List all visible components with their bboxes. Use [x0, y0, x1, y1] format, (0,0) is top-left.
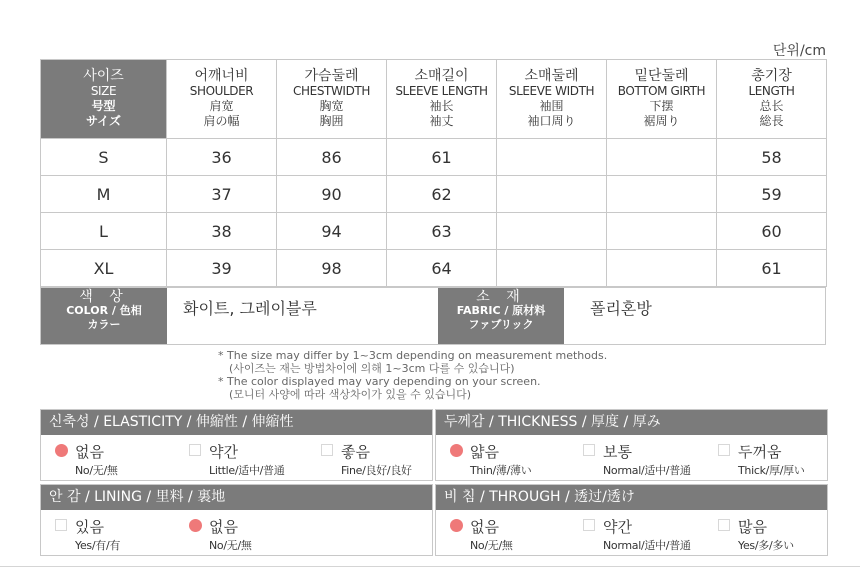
cell-sleeve-width — [497, 176, 607, 213]
checkbox-icon — [321, 444, 333, 456]
thickness-panel: 두께감 / THICKNESS / 厚度 / 厚み 얇음 Thin/薄/薄い 보통 Normal/适中/普通 두꺼움 Thick/厚/厚い — [435, 409, 828, 481]
cell-bottom-girth — [607, 176, 717, 213]
cell-sleeve-length: 61 — [387, 139, 497, 176]
header-length: 총기장 LENGTH 总长 総長 — [717, 60, 827, 139]
size-table — [40, 59, 827, 287]
cell-shoulder: 39 — [167, 250, 277, 287]
checkbox-icon — [718, 519, 730, 531]
cell-bottom-girth — [607, 139, 717, 176]
lining-panel: 안 감 / LINING / 里料 / 裏地 있음 Yes/有/有 없음 No/无/無 — [40, 484, 433, 556]
checkbox-icon — [583, 519, 595, 531]
cell-length: 60 — [717, 213, 827, 250]
color-label: 색 상 COLOR / 色相 カラー — [41, 288, 167, 344]
cell-length: 58 — [717, 139, 827, 176]
header-size: 사이즈 SIZE 号型 サイズ — [41, 60, 167, 139]
fabric-value: 폴리혼방 — [590, 299, 652, 318]
header-bottom-girth: 밑단둘레 BOTTOM GIRTH 下摆 裾周り — [607, 60, 717, 139]
header-sleeve-length: 소매길이 SLEEVE LENGTH 袖长 袖丈 — [387, 60, 497, 139]
checkbox-icon — [583, 444, 595, 456]
through-panel: 비 침 / THROUGH / 透过/透け 없음 No/无/無 약간 Normal/适中/普通 많음 Yes/多/多い — [435, 484, 828, 556]
note-color-ko: (모니터 사양에 따라 색상차이가 있을 수 있습니다) — [229, 388, 472, 401]
elasticity-panel: 신축성 / ELASTICITY / 伸縮性 / 伸縮性 없음 No/无/無 약간 Little/适中/普通 좋음 Fine/良好/良好 — [40, 409, 433, 481]
cell-sleeve-length: 62 — [387, 176, 497, 213]
cell-sleeve-length: 64 — [387, 250, 497, 287]
table-row — [41, 139, 827, 176]
cell-chest: 98 — [277, 250, 387, 287]
cell-length: 61 — [717, 250, 827, 287]
cell-size: S — [41, 139, 167, 176]
cell-bottom-girth — [607, 213, 717, 250]
cell-chest: 94 — [277, 213, 387, 250]
cell-size: XL — [41, 250, 167, 287]
cell-sleeve-width — [497, 213, 607, 250]
fabric-label: 소 재 FABRIC / 原材料 ファブリック — [438, 288, 564, 344]
checkbox-icon — [718, 444, 730, 456]
header-chest: 가슴둘레 CHESTWIDTH 胸宽 胸囲 — [277, 60, 387, 139]
through-title: 비 침 / THROUGH / 透过/透け — [436, 485, 827, 510]
checkbox-icon — [55, 519, 67, 531]
checkbox-icon — [189, 444, 201, 456]
cell-bottom-girth — [607, 250, 717, 287]
bottom-divider — [0, 566, 860, 567]
unit-label: 단위/cm — [772, 43, 826, 59]
table-row — [41, 176, 827, 213]
cell-sleeve-width — [497, 139, 607, 176]
note-color: * The color displayed may vary depending on your screen. — [218, 375, 541, 388]
thickness-title: 두께감 / THICKNESS / 厚度 / 厚み — [436, 410, 827, 435]
table-row — [41, 213, 827, 250]
selected-dot-icon — [189, 519, 202, 532]
cell-shoulder: 37 — [167, 176, 277, 213]
cell-shoulder: 38 — [167, 213, 277, 250]
lining-title: 안 감 / LINING / 里料 / 裏地 — [41, 485, 432, 510]
table-row — [41, 250, 827, 287]
cell-shoulder: 36 — [167, 139, 277, 176]
cell-length: 59 — [717, 176, 827, 213]
cell-size: L — [41, 213, 167, 250]
selected-dot-icon — [55, 444, 68, 457]
size-table-header — [41, 60, 827, 139]
size-notes — [218, 349, 607, 401]
note-measurement-ko: (사이즈는 재는 방법차이에 의해 1~3cm 다를 수 있습니다) — [229, 362, 515, 375]
note-measurement: * The size may differ by 1~3cm depending on measurement methods. — [218, 349, 608, 362]
cell-chest: 90 — [277, 176, 387, 213]
color-value: 화이트, 그레이블루 — [183, 299, 317, 318]
cell-chest: 86 — [277, 139, 387, 176]
selected-dot-icon — [450, 519, 463, 532]
cell-sleeve-width — [497, 250, 607, 287]
header-sleeve-width: 소매둘레 SLEEVE WIDTH 袖围 袖口周り — [497, 60, 607, 139]
header-shoulder: 어깨너비 SHOULDER 肩宽 肩の幅 — [167, 60, 277, 139]
elasticity-title: 신축성 / ELASTICITY / 伸縮性 / 伸縮性 — [41, 410, 432, 435]
selected-dot-icon — [450, 444, 463, 457]
cell-size: M — [41, 176, 167, 213]
color-fabric-row — [40, 287, 826, 345]
cell-sleeve-length: 63 — [387, 213, 497, 250]
